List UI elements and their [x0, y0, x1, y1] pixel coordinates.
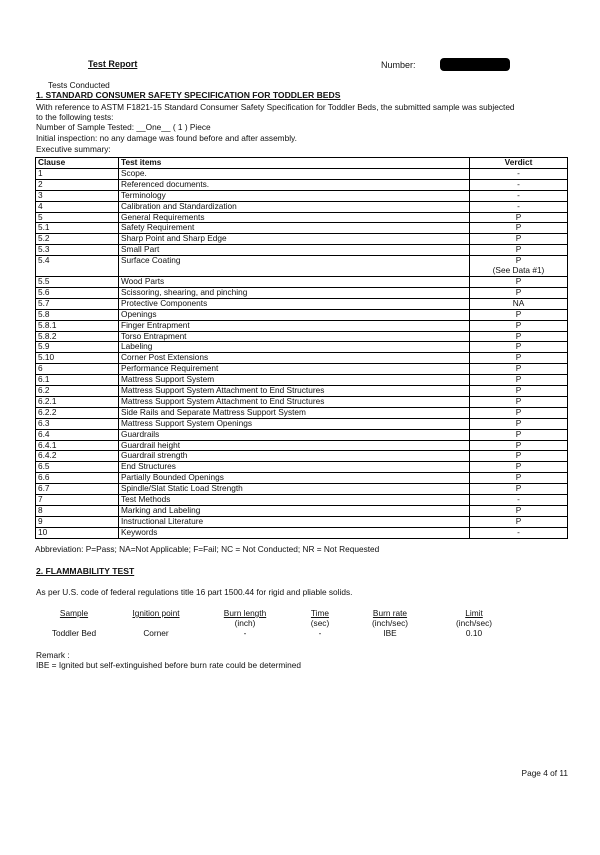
verdict-cell — [470, 386, 568, 397]
flammability-column — [429, 608, 519, 638]
table-row — [36, 407, 568, 418]
verdict-value: P — [515, 276, 522, 286]
flammability-value: Corner — [143, 628, 169, 638]
test-item-cell: Instructional Literature — [119, 516, 470, 527]
verdict-cell — [470, 527, 568, 538]
verdict-value: NA — [512, 298, 525, 308]
table-row — [36, 462, 568, 473]
clause-cell: 5.8 — [36, 309, 119, 320]
verdict-cell — [470, 320, 568, 331]
verdict-value: P — [515, 483, 522, 494]
verdict-cell — [470, 298, 568, 309]
reference-line-1: With reference to ASTM F1821-15 Standard Consumer Safety Specification for Toddler Beds, the submitted sample was subjected — [36, 102, 515, 112]
verdict-cell — [470, 440, 568, 451]
verdict-cell — [470, 309, 568, 320]
flammability-header: Ignition point — [132, 608, 180, 618]
verdict-value: P — [515, 363, 522, 374]
clause-cell: 6.3 — [36, 418, 119, 429]
clause-cell: 1 — [36, 168, 119, 179]
clause-cell: 6.4.1 — [36, 440, 119, 451]
verdict-value: P — [515, 287, 522, 297]
verdict-cell — [470, 473, 568, 484]
clause-header: Clause — [36, 158, 119, 169]
test-item-cell: Partially Bounded Openings — [119, 473, 470, 484]
table-row — [36, 212, 568, 223]
verdict-value: P — [515, 429, 522, 439]
clause-cell: 5.9 — [36, 342, 119, 353]
test-item-cell: Wood Parts — [119, 276, 470, 287]
table-row — [36, 276, 568, 287]
verdict-cell — [470, 375, 568, 386]
report-title: Test Report — [88, 59, 138, 69]
table-row — [36, 386, 568, 397]
clause-cell: 6.2 — [36, 386, 119, 397]
table-row — [36, 201, 568, 212]
verdict-value: - — [517, 494, 520, 505]
table-row — [36, 331, 568, 342]
verdict-value: P — [515, 418, 522, 428]
test-item-cell: Small Part — [119, 245, 470, 256]
verdict-cell — [470, 342, 568, 353]
test-item-cell: Openings — [119, 309, 470, 320]
test-item-cell: Terminology — [119, 190, 470, 201]
tests-conducted-label: Tests Conducted — [48, 80, 110, 90]
verdict-cell — [470, 256, 568, 277]
test-item-cell: Guardrail strength — [119, 451, 470, 462]
verdict-value: P — [515, 341, 522, 352]
clause-cell: 8 — [36, 506, 119, 517]
test-item-cell: Sharp Point and Sharp Edge — [119, 234, 470, 245]
reference-line-2: to the following tests: — [36, 112, 114, 122]
verdict-cell — [470, 506, 568, 517]
table-row — [36, 495, 568, 506]
clause-cell: 5 — [36, 212, 119, 223]
flammability-value: Toddler Bed — [51, 628, 97, 638]
verdict-value: P — [515, 331, 522, 341]
verdict-value: P — [515, 374, 522, 385]
table-row — [36, 287, 568, 298]
table-row — [36, 429, 568, 440]
clause-cell: 6.4.2 — [36, 451, 119, 462]
table-row — [36, 190, 568, 201]
sample-count: Number of Sample Tested: __One__ ( 1 ) Piece — [36, 122, 211, 132]
table-row — [36, 298, 568, 309]
test-item-cell: Mattress Support System — [119, 375, 470, 386]
verdict-value: - — [517, 190, 520, 200]
verdict-cell — [470, 223, 568, 234]
verdict-value: P — [515, 461, 522, 472]
test-item-cell: Keywords — [119, 527, 470, 538]
test-item-cell: Corner Post Extensions — [119, 353, 470, 364]
flammability-unit — [111, 618, 201, 628]
clause-cell: 4 — [36, 201, 119, 212]
remark-label: Remark : — [36, 650, 70, 660]
verdict-cell — [470, 495, 568, 506]
report-number-label: Number: — [381, 60, 416, 70]
flammability-column — [111, 608, 201, 638]
clause-cell: 5.2 — [36, 234, 119, 245]
clause-cell: 6.7 — [36, 484, 119, 495]
clause-cell: 5.8.2 — [36, 331, 119, 342]
verdict-header: Verdict — [470, 158, 568, 169]
remark-text: IBE = Ignited but self-extinguished before burn rate could be determined — [36, 660, 301, 670]
verdict-cell — [470, 331, 568, 342]
test-results-table — [35, 157, 568, 539]
test-item-cell: Scissoring, shearing, and pinching — [119, 287, 470, 298]
table-row — [36, 473, 568, 484]
clause-cell: 3 — [36, 190, 119, 201]
table-row — [36, 451, 568, 462]
verdict-cell — [470, 234, 568, 245]
table-row — [36, 516, 568, 527]
flammability-description: As per U.S. code of federal regulations title 16 part 1500.44 for rigid and pliable solids. — [36, 587, 353, 597]
verdict-cell — [470, 418, 568, 429]
flammability-header: Limit — [465, 608, 483, 618]
table-body — [36, 168, 568, 538]
verdict-value: P — [515, 309, 522, 319]
initial-inspection: Initial inspection: no any damage was found before and after assembly. — [36, 133, 297, 143]
clause-cell: 6.2.1 — [36, 396, 119, 407]
table-row — [36, 527, 568, 538]
flammability-column — [345, 608, 435, 638]
test-item-cell: Test Methods — [119, 495, 470, 506]
clause-cell: 2 — [36, 179, 119, 190]
flammability-header: Burn rate — [372, 608, 408, 618]
verdict-value: P — [515, 320, 522, 330]
verdict-value: - — [517, 527, 520, 537]
clause-cell: 5.10 — [36, 353, 119, 364]
clause-cell: 5.8.1 — [36, 320, 119, 331]
verdict-value: P — [515, 222, 522, 233]
table-row — [36, 364, 568, 375]
executive-summary-label: Executive summary: — [36, 144, 111, 154]
verdict-value: P — [515, 212, 522, 222]
verdict-value: P — [515, 516, 522, 526]
table-row — [36, 168, 568, 179]
flammability-unit: (sec) — [310, 618, 330, 628]
verdict-cell — [470, 396, 568, 407]
test-item-cell: Marking and Labeling — [119, 506, 470, 517]
clause-cell: 9 — [36, 516, 119, 527]
verdict-value: - — [517, 168, 520, 178]
verdict-cell — [470, 451, 568, 462]
clause-cell: 7 — [36, 495, 119, 506]
verdict-value: P — [515, 244, 522, 255]
table-row — [36, 375, 568, 386]
verdict-value: P — [515, 385, 522, 396]
table-row — [36, 418, 568, 429]
test-item-cell: Safety Requirement — [119, 223, 470, 234]
section1-title: 1. STANDARD CONSUMER SAFETY SPECIFICATION FOR TODDLER BEDS — [36, 90, 341, 100]
flammability-unit: (inch) — [234, 618, 256, 628]
verdict-cell — [470, 179, 568, 190]
verdict-cell — [470, 168, 568, 179]
test-item-cell: Torso Entrapment — [119, 331, 470, 342]
clause-cell: 5.3 — [36, 245, 119, 256]
table-row — [36, 440, 568, 451]
verdict-value: P — [515, 407, 522, 417]
flammability-value: - — [318, 628, 322, 638]
table-row — [36, 256, 568, 277]
test-item-cell: Referenced documents. — [119, 179, 470, 190]
test-items-header: Test items — [119, 158, 470, 169]
verdict-cell — [470, 484, 568, 495]
clause-cell: 6.5 — [36, 462, 119, 473]
clause-cell: 5.7 — [36, 298, 119, 309]
test-item-cell: End Structures — [119, 462, 470, 473]
section2-title: 2. FLAMMABILITY TEST — [36, 566, 135, 576]
table-row — [36, 309, 568, 320]
verdict-value: P — [515, 233, 522, 244]
clause-cell: 6.6 — [36, 473, 119, 484]
clause-cell: 6.1 — [36, 375, 119, 386]
verdict-value: P — [515, 472, 522, 483]
table-row — [36, 245, 568, 256]
page-number: Page 4 of 11 — [521, 768, 568, 778]
flammability-value: IBE — [383, 628, 397, 638]
verdict-cell — [470, 353, 568, 364]
test-item-cell: Finger Entrapment — [119, 320, 470, 331]
flammability-unit — [29, 618, 119, 628]
test-item-cell: Performance Requirement — [119, 364, 470, 375]
verdict-cell — [470, 516, 568, 527]
flammability-value: - — [243, 628, 247, 638]
clause-cell: 10 — [36, 527, 119, 538]
flammability-header: Sample — [59, 608, 89, 618]
clause-cell: 5.1 — [36, 223, 119, 234]
flammability-unit: (inch/sec) — [456, 618, 492, 628]
test-item-cell: Guardrails — [119, 429, 470, 440]
test-item-cell: Scope. — [119, 168, 470, 179]
clause-cell: 6.4 — [36, 429, 119, 440]
test-item-cell: General Requirements — [119, 212, 470, 223]
test-item-cell: Protective Components — [119, 298, 470, 309]
table-header-row — [36, 158, 568, 169]
flammability-value: 0.10 — [465, 628, 483, 638]
test-item-cell: Spindle/Slat Static Load Strength — [119, 484, 470, 495]
table-row — [36, 342, 568, 353]
test-item-cell: Mattress Support System Attachment to End Structures — [119, 386, 470, 397]
table-row — [36, 223, 568, 234]
test-item-cell: Mattress Support System Attachment to End Structures — [119, 396, 470, 407]
table-row — [36, 234, 568, 245]
table-row — [36, 353, 568, 364]
clause-cell: 6.2.2 — [36, 407, 119, 418]
test-item-cell: Guardrail height — [119, 440, 470, 451]
verdict-value: P — [515, 505, 522, 515]
verdict-cell — [470, 212, 568, 223]
verdict-cell — [470, 201, 568, 212]
flammability-unit: (inch/sec) — [372, 618, 408, 628]
flammability-column — [29, 608, 119, 638]
test-item-cell: Side Rails and Separate Mattress Support System — [119, 407, 470, 418]
verdict-value: - — [517, 179, 520, 189]
table-row — [36, 179, 568, 190]
verdict-cell — [470, 429, 568, 440]
verdict-cell — [470, 287, 568, 298]
verdict-value: - — [517, 201, 520, 211]
table-row — [36, 396, 568, 407]
verdict-cell — [470, 364, 568, 375]
table-row — [36, 506, 568, 517]
verdict-cell — [470, 276, 568, 287]
verdict-cell — [470, 462, 568, 473]
test-item-cell: Labeling — [119, 342, 470, 353]
verdict-value: P — [515, 440, 522, 450]
test-item-cell: Mattress Support System Openings — [119, 418, 470, 429]
verdict-value: P — [515, 396, 522, 406]
table-row — [36, 320, 568, 331]
table-row — [36, 484, 568, 495]
clause-cell: 5.5 — [36, 276, 119, 287]
abbreviation-legend: Abbreviation: P=Pass; NA=Not Applicable; F=Fail; NC = Not Conducted; NR = Not Requested — [35, 544, 380, 554]
clause-cell: 6 — [36, 364, 119, 375]
verdict-value: P — [515, 255, 522, 266]
verdict-value: P — [515, 450, 522, 461]
verdict-value: P — [515, 352, 522, 363]
test-item-cell: Calibration and Standardization — [119, 201, 470, 212]
verdict-cell — [470, 190, 568, 201]
verdict-cell — [470, 245, 568, 256]
flammability-header: Time — [310, 608, 330, 618]
redacted-report-number — [440, 58, 510, 71]
test-item-cell: Surface Coating — [119, 256, 470, 277]
clause-cell: 5.4 — [36, 256, 119, 277]
verdict-cell — [470, 407, 568, 418]
clause-cell: 5.6 — [36, 287, 119, 298]
verdict-note: (See Data #1) — [492, 265, 545, 276]
flammability-header: Burn length — [223, 608, 267, 618]
